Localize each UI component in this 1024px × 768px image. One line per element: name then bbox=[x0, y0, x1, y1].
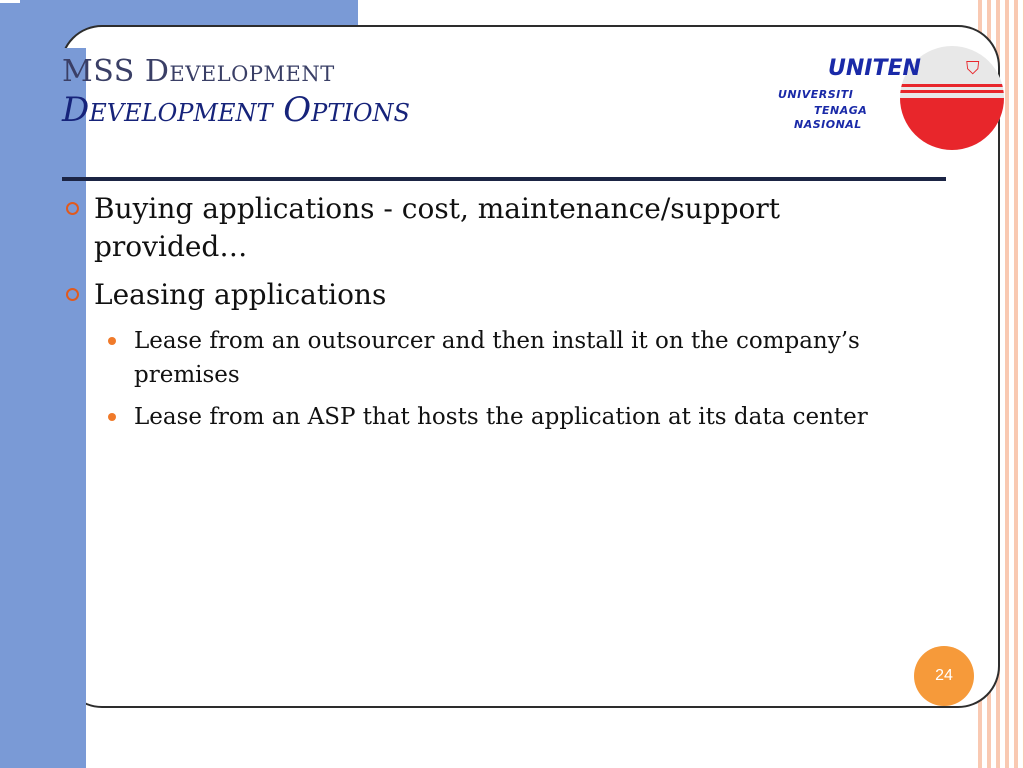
bullet-item bbox=[62, 276, 882, 314]
logo-emblem-icon: ⛉ bbox=[966, 58, 980, 79]
sub-bullet-text: Lease from an ASP that hosts the application at its data center bbox=[134, 404, 868, 430]
bullet-ring-icon bbox=[66, 288, 79, 301]
bullet-text: Leasing applications bbox=[94, 278, 387, 311]
logo-brand-text: UNITEN bbox=[828, 56, 921, 81]
sub-bullet-item bbox=[62, 324, 882, 392]
logo-line-2: TENAGA bbox=[814, 104, 868, 117]
sub-bullet-dot-icon bbox=[108, 413, 116, 421]
title-underline bbox=[62, 177, 946, 181]
bullet-list bbox=[62, 190, 882, 442]
bullet-item bbox=[62, 190, 882, 266]
sub-bullet-text: Lease from an outsourcer and then install it on the company’s premises bbox=[134, 328, 860, 388]
bullet-ring-icon bbox=[66, 202, 79, 215]
sub-bullet-dot-icon bbox=[108, 337, 116, 345]
sub-bullet-item bbox=[62, 400, 882, 434]
slide-title bbox=[62, 54, 762, 131]
title-line-2: Development Options bbox=[62, 90, 410, 130]
uniten-logo bbox=[770, 48, 1006, 146]
logo-line-3: NASIONAL bbox=[794, 118, 862, 131]
logo-line-1: UNIVERSITI bbox=[778, 88, 854, 101]
page-number-badge: 24 bbox=[914, 646, 974, 706]
corner-mark bbox=[0, 0, 20, 3]
title-line-1: MSS Development bbox=[62, 54, 335, 89]
bullet-text: Buying applications - cost, maintenance/support provided… bbox=[94, 192, 780, 263]
